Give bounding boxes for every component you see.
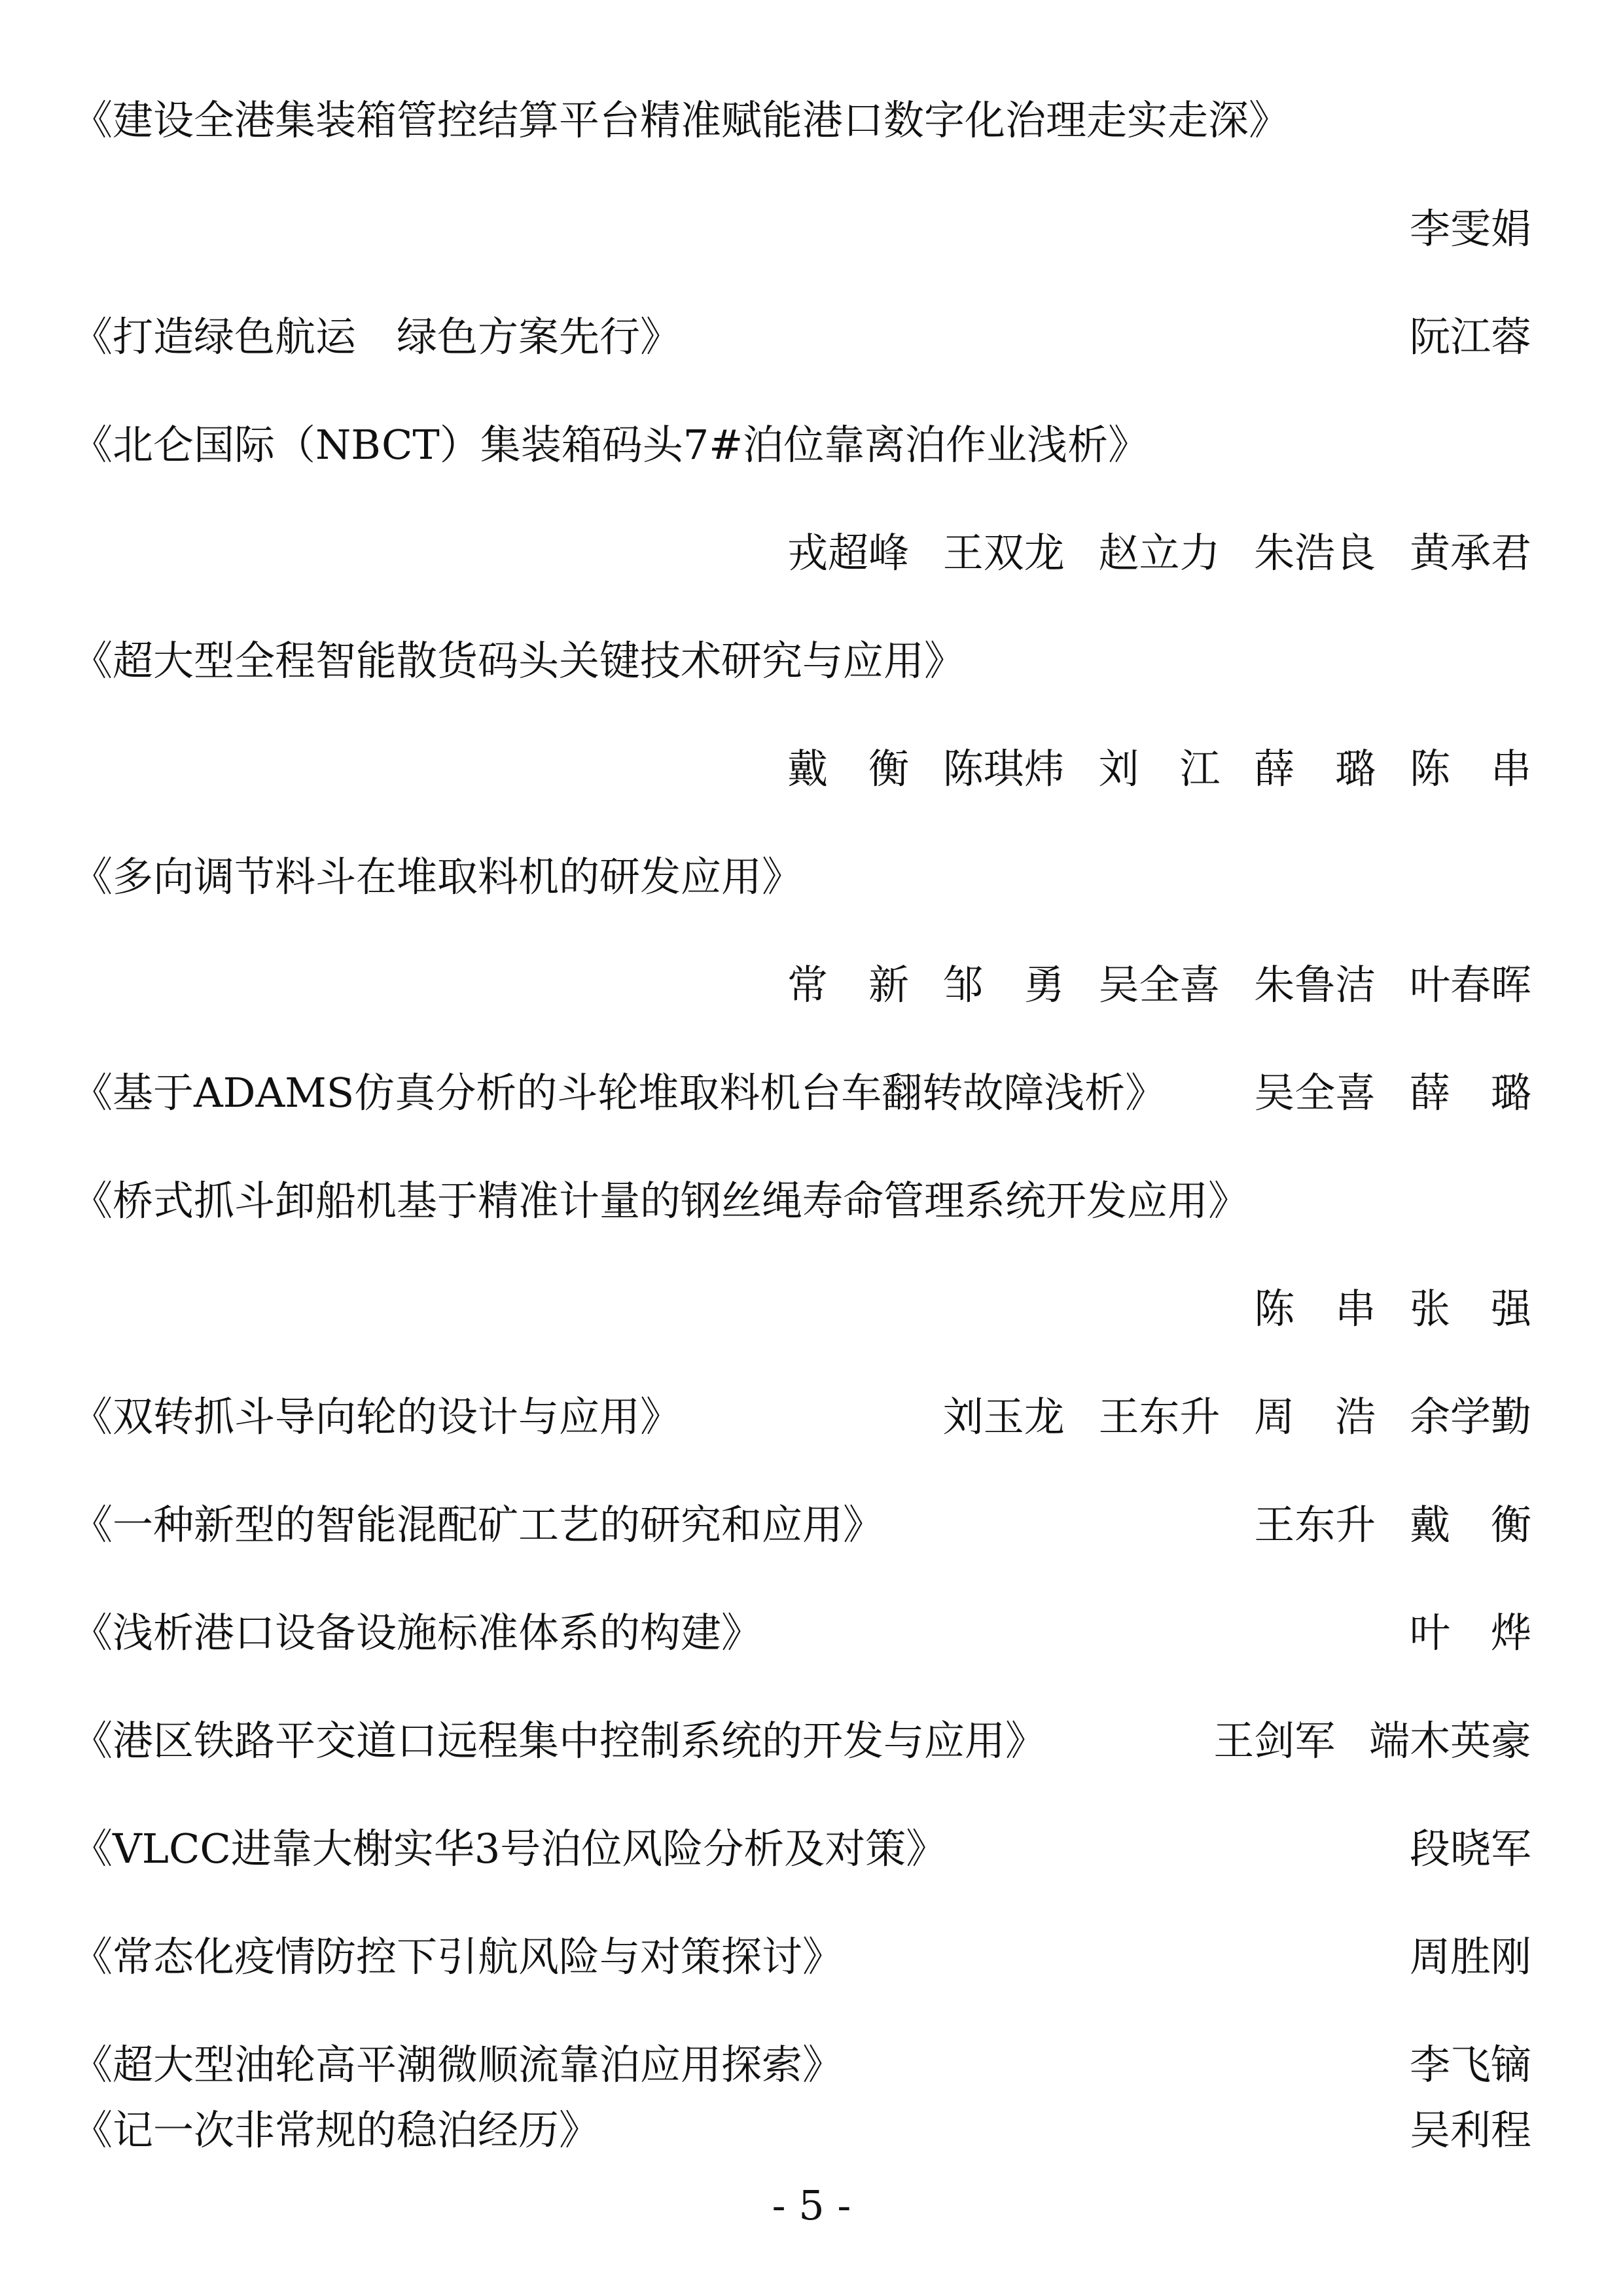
entry-author: 端木英豪 — [1368, 1717, 1531, 1765]
entry-title: 《打造绿色航运 绿色方案先行》 — [72, 313, 681, 361]
entry-author: 朱鲁洁 — [1254, 961, 1376, 1009]
entry-title: 《双转抓斗导向轮的设计与应用》 — [72, 1393, 681, 1441]
entry-line — [72, 1594, 1531, 1672]
entry-line — [72, 298, 1531, 376]
entry-title-line — [72, 406, 1531, 484]
entry-authors — [1233, 1486, 1531, 1564]
entry-author: 李飞镝 — [1409, 2041, 1531, 2089]
entry-title: 《超大型油轮高平潮微顺流靠泊应用探索》 — [72, 2041, 844, 2089]
entry-author: 叶 烨 — [1409, 1609, 1531, 1657]
entry-title: 《多向调节料斗在堆取料机的研发应用》 — [72, 853, 803, 901]
entry-title: 《基于ADAMS仿真分析的斗轮堆取料机台车翻转故障浅析》 — [72, 1069, 1166, 1117]
entry-title: 《一种新型的智能混配矿工艺的研究和应用》 — [72, 1501, 884, 1549]
entry-author: 常 新 — [787, 961, 910, 1009]
entry-title: 《北仑国际（NBCT）集装箱码头7#泊位靠离泊作业浅析》 — [72, 421, 1149, 469]
entry-author-line — [72, 730, 1531, 808]
entry-title: 《浅析港口设备设施标准体系的构建》 — [72, 1609, 762, 1657]
entry-authors — [1192, 1702, 1531, 1780]
entry-title: 《超大型全程智能散货码头关键技术研究与应用》 — [72, 637, 965, 685]
entry-title-line — [72, 1162, 1531, 1240]
entry-author: 刘玉龙 — [942, 1393, 1065, 1441]
entry-line — [72, 2091, 1531, 2170]
entry-author: 周 浩 — [1254, 1393, 1376, 1441]
entry-authors — [1233, 1054, 1531, 1132]
entry-author-line — [72, 514, 1531, 592]
entry-author: 薛 璐 — [1254, 745, 1376, 793]
entry-author: 王东升 — [1254, 1501, 1376, 1549]
entry-author: 王剑军 — [1213, 1717, 1336, 1765]
entry-author: 戎超峰 — [787, 529, 910, 577]
entry-author: 赵立力 — [1098, 529, 1221, 577]
entry-author: 阮江蓉 — [1409, 313, 1531, 361]
entry-title: 《VLCC进靠大榭实华3号泊位风险分析及对策》 — [72, 1825, 947, 1873]
entry-author: 张 强 — [1409, 1285, 1531, 1333]
entry-author: 薛 璐 — [1409, 1069, 1531, 1117]
entry-author: 陈 串 — [1254, 1285, 1376, 1333]
entry-author: 陈 串 — [1409, 745, 1531, 793]
entry-authors — [922, 1378, 1531, 1456]
entry-author: 李雯娟 — [1409, 205, 1531, 253]
entry-author: 吴利程 — [1409, 2106, 1531, 2154]
entry-title: 《记一次非常规的稳泊经历》 — [72, 2106, 600, 2154]
entry-author: 段晓军 — [1409, 1825, 1531, 1873]
entry-title-line — [72, 622, 1531, 700]
entry-author: 王双龙 — [942, 529, 1065, 577]
entry-author: 吴全喜 — [1098, 961, 1221, 1009]
entry-author: 邹 勇 — [942, 961, 1065, 1009]
entry-authors — [1233, 1270, 1531, 1348]
entry-author: 余学勤 — [1409, 1393, 1531, 1441]
entry-line — [72, 1054, 1531, 1132]
entry-title: 《港区铁路平交道口远程集中控制系统的开发与应用》 — [72, 1717, 1046, 1765]
entry-author: 戴 衡 — [787, 745, 910, 793]
entry-author: 叶春晖 — [1409, 961, 1531, 1009]
entry-authors — [766, 946, 1531, 1024]
entry-author: 戴 衡 — [1409, 1501, 1531, 1549]
entry-title: 《建设全港集装箱管控结算平台精准赋能港口数字化治理走实走深》 — [72, 96, 1290, 144]
entry-author-line — [72, 190, 1531, 268]
entry-line — [72, 1486, 1531, 1564]
entry-author-line — [72, 1270, 1531, 1348]
entry-line — [72, 1918, 1531, 1996]
page-number: - 5 - — [772, 2181, 851, 2229]
entry-author: 黄承君 — [1409, 529, 1531, 577]
entry-title-line — [72, 838, 1531, 916]
entry-author: 吴全喜 — [1254, 1069, 1376, 1117]
entry-author: 周胜刚 — [1409, 1933, 1531, 1981]
entry-title-line — [72, 81, 1531, 160]
entry-line — [72, 1702, 1531, 1780]
entry-line — [72, 1378, 1531, 1456]
entry-line — [72, 1810, 1531, 1888]
entry-author-line — [72, 946, 1531, 1024]
entry-title: 《常态化疫情防控下引航风险与对策探讨》 — [72, 1933, 844, 1981]
entry-author: 王东升 — [1098, 1393, 1221, 1441]
entry-author: 刘 江 — [1098, 745, 1221, 793]
entry-authors — [766, 514, 1531, 592]
entry-author: 陈琪炜 — [942, 745, 1065, 793]
entry-title: 《桥式抓斗卸船机基于精准计量的钢丝绳寿命管理系统开发应用》 — [72, 1177, 1249, 1225]
entry-author: 朱浩良 — [1254, 529, 1376, 577]
entry-authors — [766, 730, 1531, 808]
